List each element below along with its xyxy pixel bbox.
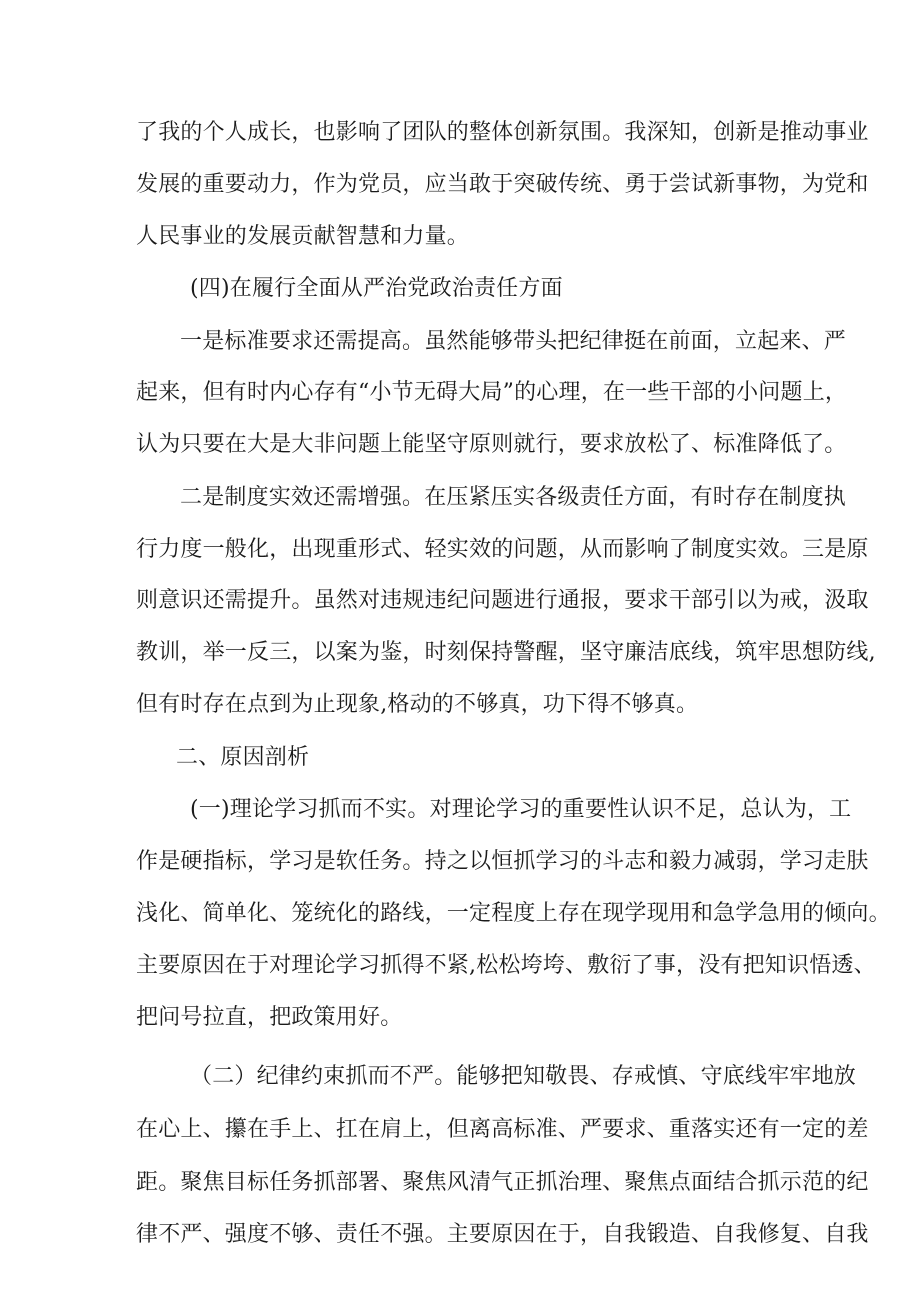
section-heading: (四)在履行全面从严治党政治责任方面 (190, 276, 563, 301)
paragraph-line: 浅化、简单化、笼统化的路线，一定程度上存在现学现用和急学急用的倾向。 (136, 901, 891, 926)
paragraph-line: （二）纪律约束抓而不严。能够把知敬畏、存戒慎、守底线牢牢地放 (190, 1064, 857, 1089)
paragraph-line: 把问号拉直，把政策用好。 (136, 1005, 403, 1030)
paragraph-line: 了我的个人成长，也影响了团队的整体创新氛围。我深知，创新是推动事业 (136, 120, 869, 145)
paragraph-line: 则意识还需提升。虽然对违规违纪问题进行通报，要求干部引以为戒，汲取 (136, 588, 869, 613)
paragraph-line: 起来，但有时内心存有“小节无碍大局”的心理，在一些干部的小问题上， (136, 380, 848, 405)
paragraph-line: 在心上、攥在手上、扛在肩上，但离高标准、严要求、重落实还有一定的差 (136, 1117, 869, 1142)
paragraph-line: 人民事业的发展贡献智慧和力量。 (136, 224, 470, 249)
paragraph-line: 二是制度实效还需增强。在压紧压实各级责任方面，有时存在制度执 (180, 485, 847, 510)
paragraph-line: 一是标准要求还需提高。虽然能够带头把纪律挺在前面，立起来、严 (180, 329, 847, 354)
paragraph-line: 行力度一般化，出现重形式、轻实效的问题，从而影响了制度实效。三是原 (136, 537, 869, 562)
paragraph-line: 发展的重要动力，作为党员，应当敢于突破传统、勇于尝试新事物，为党和 (136, 172, 869, 197)
paragraph-line: (一)理论学习抓而不实。对理论学习的重要性认识不足，总认为，工 (190, 797, 852, 822)
paragraph-line: 教训，举一反三，以案为鉴，时刻保持警醒，坚守廉洁底线，筑牢思想防线, (136, 640, 876, 665)
paragraph-line: 主要原因在于对理论学习抓得不紧,松松垮垮、敷衍了事，没有把知识悟透、 (136, 953, 876, 978)
paragraph-line: 律不严、强度不够、责任不强。主要原因在于，自我锻造、自我修复、自我 (136, 1222, 869, 1247)
paragraph-line: 但有时存在点到为止现象,格动的不够真，功下得不够真。 (136, 692, 699, 717)
paragraph-line: 作是硬指标，学习是软任务。持之以恒抓学习的斗志和毅力减弱，学习走肤 (136, 849, 869, 874)
section-heading: 二、原因剖析 (176, 745, 310, 770)
paragraph-line: 距。聚焦目标任务抓部署、聚焦风清气正抓治理、聚焦点面结合抓示范的纪 (136, 1170, 869, 1195)
paragraph-line: 认为只要在大是大非问题上能坚守原则就行，要求放松了、标准降低了。 (136, 432, 847, 457)
